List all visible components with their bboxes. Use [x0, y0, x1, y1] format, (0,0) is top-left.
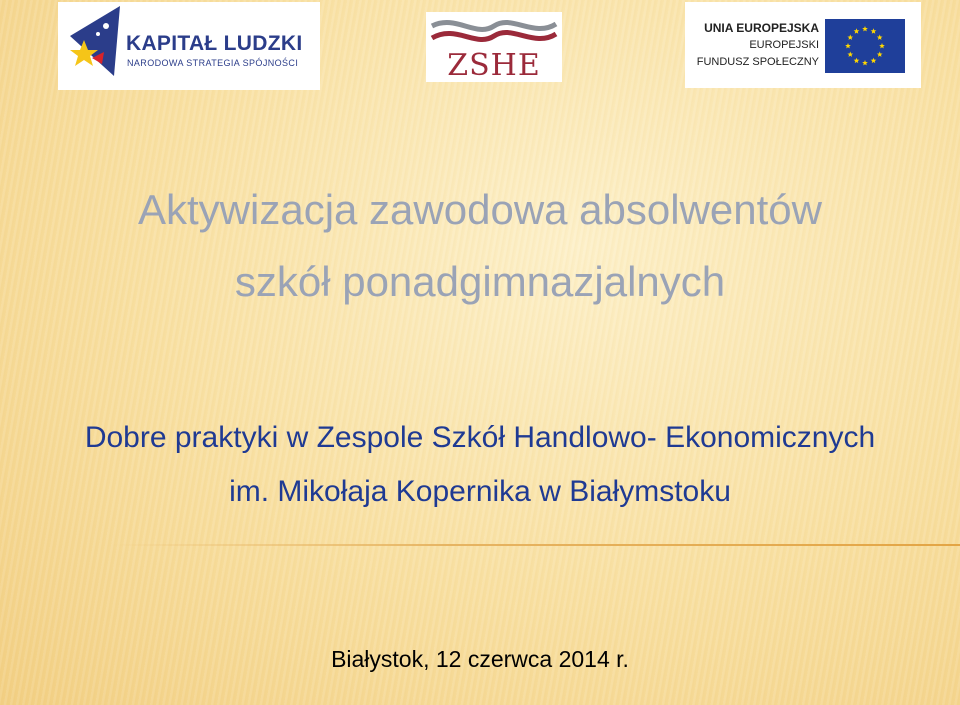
ue-line2: EUROPEJSKI [749, 39, 819, 51]
ue-line1: UNIA EUROPEJSKA [704, 21, 819, 35]
zshe-ribbon-icon [426, 12, 562, 52]
kapital-ludzki-logo [58, 2, 320, 90]
divider-line [110, 544, 960, 546]
unia-europejska-text [697, 20, 819, 71]
kapital-ludzki-star-icon [62, 6, 122, 88]
kapital-ludzki-subtitle: NARODOWA STRATEGIA SPÓJNOŚCI [127, 58, 299, 68]
subtitle-line1: Dobre praktyki w Zespole Szkół Handlowo- Ekonomicznych [84, 421, 876, 454]
zshe-logo [426, 12, 562, 82]
zshe-logo-text: ZSHE [447, 48, 541, 83]
kapital-ludzki-title: KAPITAŁ LUDZKI [126, 32, 303, 55]
eu-flag-icon [825, 19, 905, 73]
main-title-line2: szkół ponadgimnazjalnych [234, 258, 726, 305]
main-title-line1: Aktywizacja zawodowa absolwentów [138, 186, 822, 233]
ue-line3: FUNDUSZ SPOŁECZNY [696, 56, 819, 68]
date-footer: Białystok, 12 czerwca 2014 r. [331, 646, 629, 672]
unia-europejska-logo [685, 2, 921, 88]
subtitle-line2: im. Mikołaja Kopernika w Białymstoku [229, 475, 731, 508]
